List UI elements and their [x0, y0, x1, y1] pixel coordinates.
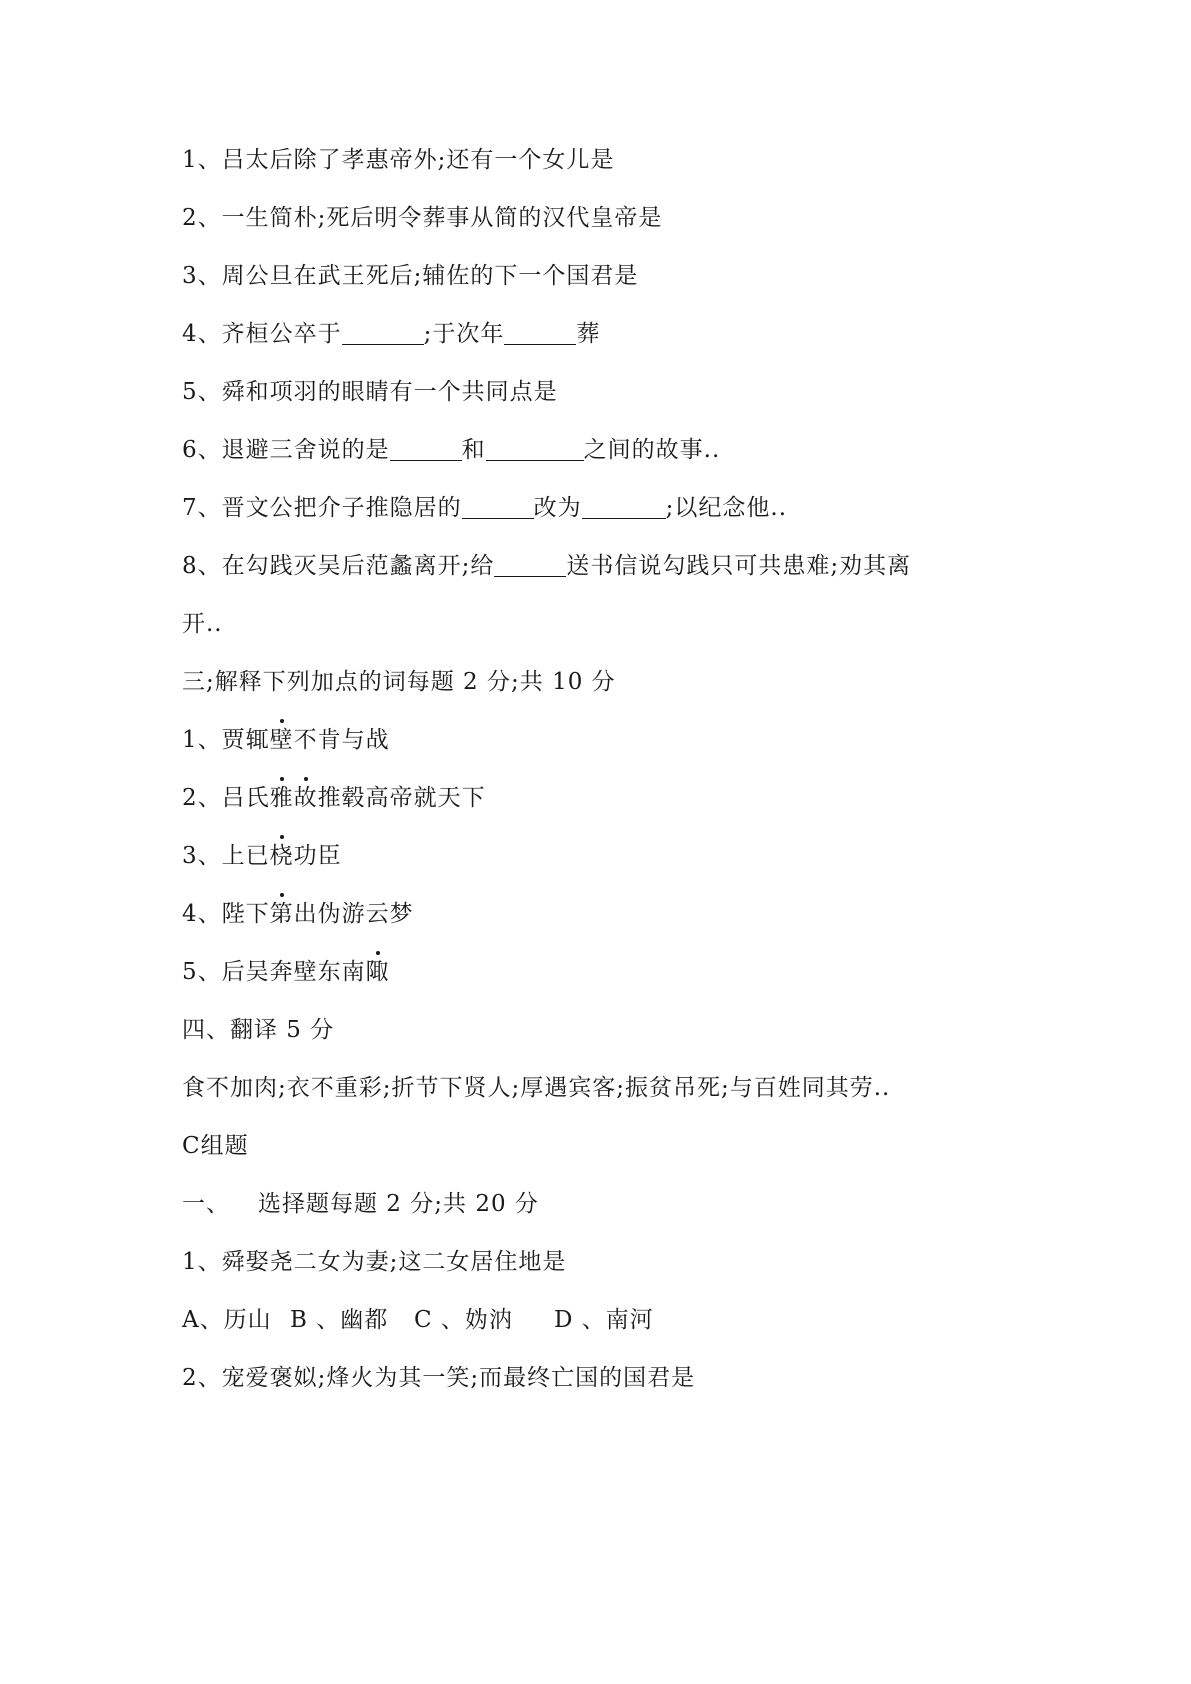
question-8-continued: 开.. [182, 611, 223, 637]
answer-blank [462, 494, 534, 519]
question-8 [182, 551, 911, 581]
explain-item-text: 功臣 [293, 843, 342, 869]
explain-item-text: 推毂高帝就天下 [317, 785, 486, 811]
group-c-section-1-heading [182, 1189, 539, 1219]
question-4-part-1: 4、齐桓公卒于 [182, 321, 342, 347]
answer-blank [494, 552, 566, 577]
question-3: 3、周公旦在武王死后;辅佐的下一个国君是 [182, 263, 639, 289]
question-5: 5、舜和项羽的眼睛有一个共同点是 [182, 379, 558, 405]
option-b: B 、幽都 [290, 1307, 389, 1333]
question-7-part-2: 改为 [533, 495, 582, 521]
explain-item-3 [182, 841, 342, 871]
option-c: C 、妫汭 [414, 1307, 513, 1333]
explain-item-text: 2、吕氏 [182, 785, 270, 811]
question-4-part-2: ;于次年 [423, 321, 505, 347]
explain-item-text: 3、上已 [182, 843, 270, 869]
question-2: 2、一生简朴;死后明令葬事从简的汉代皇帝是 [182, 205, 663, 231]
question-7-part-1: 7、晋文公把介子推隐居的 [182, 495, 462, 521]
explain-item-text: 不肯与战 [293, 727, 390, 753]
option-d: D 、南河 [554, 1307, 654, 1333]
question-7-part-3: ;以纪念他.. [665, 495, 788, 521]
question-4-part-3: 葬 [576, 321, 601, 347]
choice-question-1: 1、舜娶尧二女为妻;这二女居住地是 [182, 1249, 567, 1275]
answer-blank [504, 320, 576, 345]
answer-blank [342, 320, 424, 345]
group-c-title: C组题 [182, 1133, 249, 1159]
question-7 [182, 493, 787, 523]
question-8-part-1: 8、在勾践灭吴后范蠡离开;给 [182, 553, 495, 579]
dotted-character: 桡 [269, 843, 294, 869]
question-6-part-2: 和 [461, 437, 486, 463]
explain-item-text: 出伪游云梦 [293, 901, 414, 927]
translation-text: 食不加肉;衣不重彩;折节下贤人;厚遇宾客;振贫吊死;与百姓同其劳.. [182, 1075, 891, 1101]
question-6 [182, 435, 720, 465]
section-number: 一、 [182, 1191, 230, 1217]
explain-item-1 [182, 725, 390, 755]
section-3-heading: 三;解释下列加点的词每题 2 分;共 10 分 [182, 669, 616, 695]
question-4 [182, 319, 600, 349]
dotted-character: 雅 [269, 785, 294, 811]
explain-item-text: 4、陛下 [182, 901, 270, 927]
answer-blank [390, 436, 462, 461]
explain-item-4 [182, 899, 414, 929]
answer-blank [486, 436, 584, 461]
explain-item-text: 1、贾辄 [182, 727, 270, 753]
choice-question-2: 2、宠爱褒姒;烽火为其一笑;而最终亡国的国君是 [182, 1365, 696, 1391]
question-1: 1、吕太后除了孝惠帝外;还有一个女儿是 [182, 147, 615, 173]
dotted-character: 第 [269, 901, 294, 927]
explain-item-5 [182, 957, 390, 987]
explain-item-2 [182, 783, 486, 813]
dotted-character: 陬 [365, 959, 390, 985]
question-8-part-2: 送书信说勾践只可共患难;劝其离 [566, 553, 912, 579]
question-6-part-3: 之间的故事.. [583, 437, 721, 463]
section-title: 选择题每题 2 分;共 20 分 [258, 1191, 539, 1217]
answer-blank [582, 494, 666, 519]
option-a: A、历山 [182, 1307, 272, 1333]
choice-question-1-options [182, 1305, 654, 1335]
dotted-character: 故 [293, 785, 318, 811]
question-6-part-1: 6、退避三舍说的是 [182, 437, 390, 463]
dotted-character: 壁 [269, 727, 294, 753]
section-4-heading: 四、翻译 5 分 [182, 1017, 335, 1043]
explain-item-text: 5、后吴奔壁东南 [182, 959, 366, 985]
